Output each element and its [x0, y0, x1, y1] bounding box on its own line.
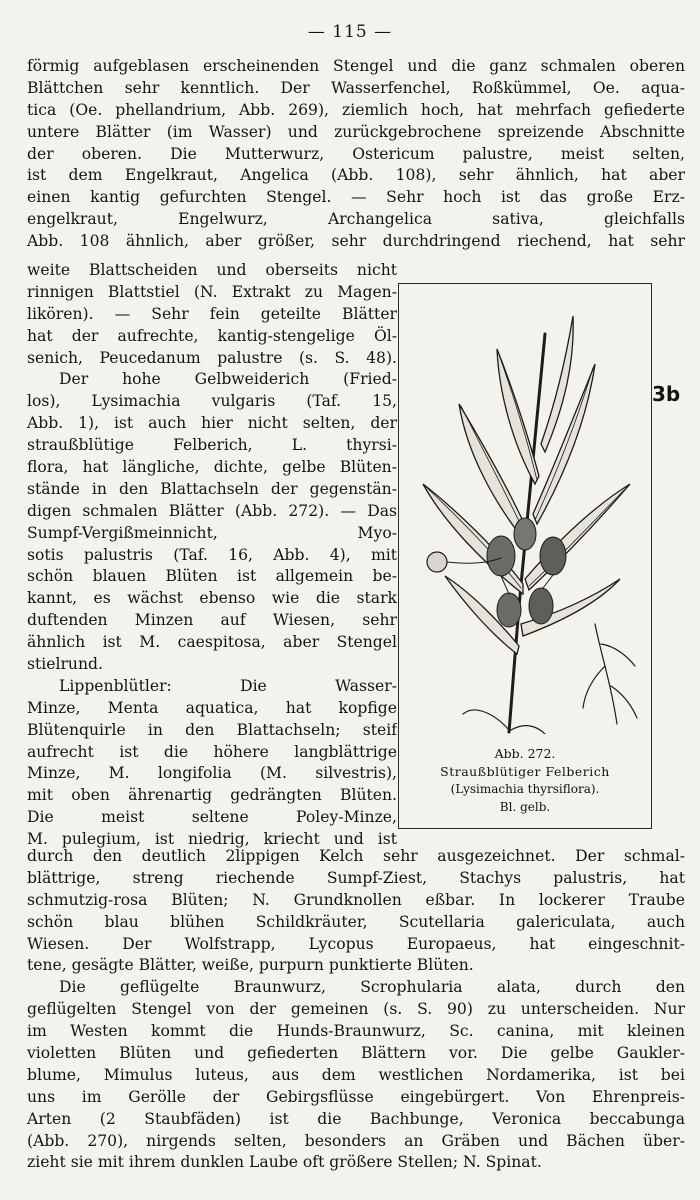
- text-line: blättrige, streng riechende Sumpf-Ziest, Stachys palustris, hat: [27, 868, 685, 887]
- text-line: likören). — Sehr fein geteilte Blätter: [27, 304, 397, 323]
- text-line: der oberen. Die Mutterwurz, Ostericum palustre, meist selten,: [27, 144, 685, 163]
- text-line: digen schmalen Blätter (Abb. 272). — Das: [27, 501, 397, 520]
- text-line: sotis palustris (Taf. 16, Abb. 4), mit: [27, 545, 397, 564]
- text-line: Wiesen. Der Wolfstrapp, Lycopus Europaeus, hat eingeschnit-: [27, 934, 685, 953]
- page-number: — 115 —: [307, 22, 393, 42]
- text-line: schön blauen Blüten ist allgemein be-: [27, 567, 397, 586]
- top-text-block: [27, 56, 685, 253]
- text-line: (Abb. 270), nirgends selten, besonders an Gräben und Bächen über-: [27, 1131, 685, 1150]
- text-line: Arten (2 Staubfäden) ist die Bachbunge, Veronica beccabunga: [27, 1109, 685, 1128]
- text-line: straußblütige Felberich, L. thyrsi-: [27, 436, 397, 455]
- text-line: stände in den Blattachseln der gegenstän-: [27, 479, 397, 498]
- text-line: engelkraut, Engelwurz, Archangelica sativa, gleichfalls: [27, 210, 685, 229]
- text-line: Der hohe Gelbweiderich (Fried-: [59, 370, 397, 389]
- text-line: Abb. 1), ist auch hier nicht selten, der: [27, 414, 397, 433]
- text-line: förmig aufgeblasen erscheinenden Stengel und die ganz schmalen oberen: [27, 57, 685, 75]
- text-line: untere Blätter (im Wasser) und zurückgebrochene spreizende Abschnitte: [27, 122, 685, 141]
- text-line: uns im Gerölle der Gebirgsflüsse eingebürgert. Von Ehrenpreis-: [27, 1087, 685, 1106]
- figure-color-note: Bl. gelb.: [499, 800, 551, 814]
- text-line: Minze, Menta aquatica, hat kopfige: [27, 698, 397, 717]
- text-line: flora, hat längliche, dichte, gelbe Blüten-: [27, 458, 397, 477]
- text-line: schmutzig-rosa Blüten; N. Grundknollen eßbar. In lockerer Traube: [27, 890, 685, 909]
- text-line: ähnlich ist M. caespitosa, aber Stengel: [27, 633, 397, 652]
- text-line: Blättchen sehr kenntlich. Der Wasserfenchel, Roßkümmel, Oe. aqua-: [27, 78, 685, 97]
- text-line: Sumpf-Vergißmeinnicht, Myo-: [27, 523, 397, 542]
- left-column-text: [27, 260, 397, 851]
- text-line: kannt, es wächst ebenso wie die stark: [27, 589, 397, 608]
- text-line: aufrecht ist die höhere langblättrige: [27, 742, 397, 761]
- text-line: geflügelten Stengel von der gemeinen (s. S. 90) zu unterscheiden. Nur: [27, 1000, 685, 1019]
- text-line: Die geflügelte Braunwurz, Scrophularia alata, durch den: [59, 978, 685, 997]
- bottom-text-block: [27, 846, 685, 1174]
- text-line: zieht sie mit ihrem dunklen Laube oft größere Stellen; N. Spinat.: [27, 1153, 542, 1172]
- text-line: los), Lysimachia vulgaris (Taf. 15,: [27, 392, 397, 411]
- text-line: rinnigen Blattstiel (N. Extrakt zu Magen-: [27, 282, 397, 301]
- section-marker: 3b: [652, 382, 681, 406]
- text-line: Die meist seltene Poley-Minze,: [27, 808, 397, 827]
- text-line: durch den deutlich 2lippigen Kelch sehr ausgezeichnet. Der schmal-: [27, 847, 685, 865]
- text-line: stielrund.: [27, 655, 103, 674]
- figure-common-name: Straußblütiger Felberich: [440, 764, 610, 779]
- text-line: weite Blattscheiden und oberseits nicht: [27, 261, 397, 279]
- text-line: M. pulegium, ist niedrig, kriecht und ist: [27, 830, 397, 849]
- plant-illustration: [405, 294, 645, 734]
- figure-number: Abb. 272.: [494, 746, 556, 761]
- text-line: schön blau blühen Schildkräuter, Scutellaria galericulata, auch: [27, 912, 685, 931]
- figure-272: [398, 283, 652, 829]
- text-line: hat der aufrechte, kantig-stengelige Öl-: [27, 326, 397, 345]
- text-line: ist dem Engelkraut, Angelica (Abb. 108), sehr ähnlich, hat aber: [27, 166, 685, 185]
- text-line: senich, Peucedanum palustre (s. S. 48).: [27, 348, 397, 367]
- text-line: Abb. 108 ähnlich, aber größer, sehr durchdringend riechend, hat sehr: [27, 232, 685, 251]
- text-line: duftenden Minzen auf Wiesen, sehr: [27, 611, 397, 630]
- text-line: einen kantig gefurchten Stengel. — Sehr hoch ist das große Erz-: [27, 188, 685, 207]
- text-line: Lippenblütler: Die Wasser-: [59, 676, 397, 695]
- text-line: mit oben ährenartig gedrängten Blüten.: [27, 786, 397, 805]
- text-line: violetten Blüten und gefiederten Blättern vor. Die gelbe Gaukler-: [27, 1044, 685, 1063]
- text-line: im Westen kommt die Hunds-Braunwurz, Sc. canina, mit kleinen: [27, 1022, 685, 1041]
- text-line: blume, Mimulus luteus, aus dem westlichen Nordamerika, ist bei: [27, 1065, 685, 1084]
- text-line: tica (Oe. phellandrium, Abb. 269), ziemlich hoch, hat mehrfach gefiederte: [27, 100, 685, 119]
- text-line: Blütenquirle in den Blattachseln; steif: [27, 720, 397, 739]
- text-line: Minze, M. longifolia (M. silvestris),: [27, 764, 397, 783]
- text-line: tene, gesägte Blätter, weiße, purpurn punktierte Blüten.: [27, 956, 474, 975]
- figure-latin-name: (Lysimachia thyrsiflora).: [450, 782, 600, 796]
